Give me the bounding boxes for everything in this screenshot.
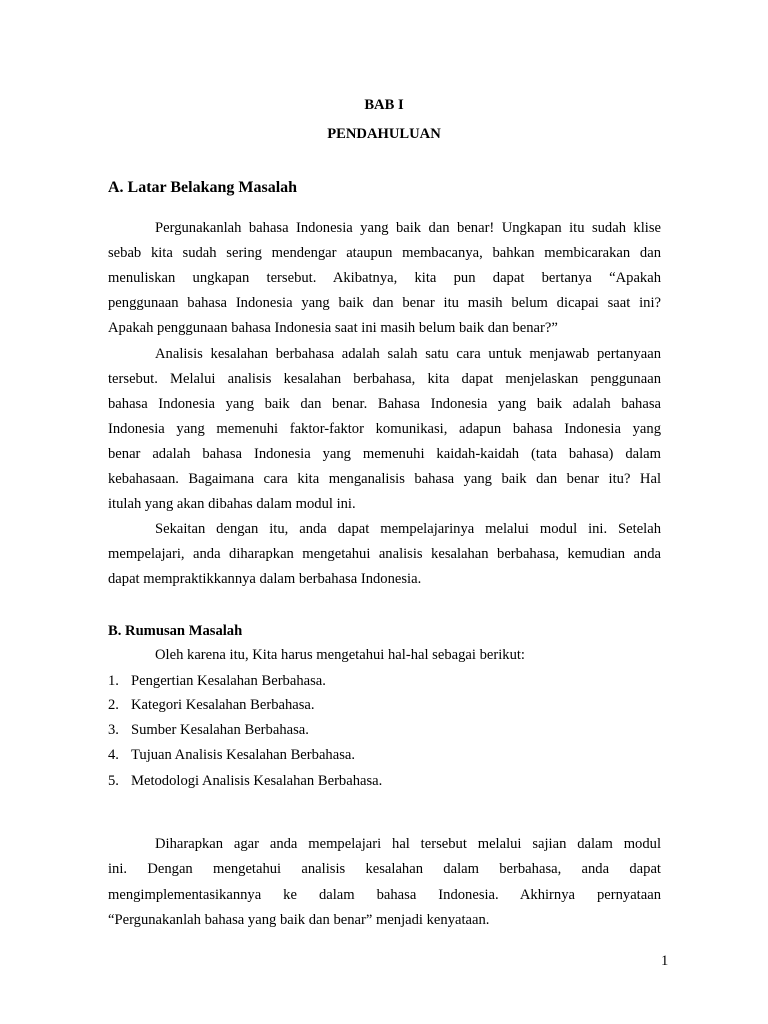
chapter-title: PENDAHULUAN bbox=[327, 126, 441, 142]
list-item-number: 2. bbox=[108, 697, 119, 713]
chapter-label: BAB I bbox=[364, 97, 404, 113]
list-item-number: 5. bbox=[108, 773, 119, 789]
list-item-text: Sumber Kesalahan Berbahasa. bbox=[131, 722, 309, 738]
paragraph-3-line-3: dapat mempraktikkannya dalam berbahasa Indonesia. bbox=[108, 571, 422, 587]
paragraph-2-line-2: tersebut. Melalui analisis kesalahan berbahasa, kita dapat menjelaskan penggunaan bbox=[108, 371, 661, 387]
list-item-text: Tujuan Analisis Kesalahan Berbahasa. bbox=[131, 747, 356, 763]
paragraph-2-line-4: Indonesia yang memenuhi faktor-faktor komunikasi, adapun bahasa Indonesia yang bbox=[108, 421, 661, 437]
section-b-heading: B. Rumusan Masalah bbox=[108, 623, 243, 639]
paragraph-2-line-1: Analisis kesalahan berbahasa adalah salah satu cara untuk menjawab pertanyaan bbox=[155, 346, 661, 362]
list-item-text: Pengertian Kesalahan Berbahasa. bbox=[131, 673, 326, 689]
section-b-intro: Oleh karena itu, Kita harus mengetahui hal-hal sebagai berikut: bbox=[155, 647, 525, 663]
paragraph-1-line-1: Pergunakanlah bahasa Indonesia yang baik dan benar! Ungkapan itu sudah klise bbox=[155, 220, 661, 236]
paragraph-3-line-2: mempelajari, anda diharapkan mengetahui analisis kesalahan berbahasa, kemudian anda bbox=[108, 546, 661, 562]
paragraph-1-line-3: menuliskan ungkapan tersebut. Akibatnya, kita pun dapat bertanya “Apakah bbox=[108, 270, 661, 286]
list-item-text: Metodologi Analisis Kesalahan Berbahasa. bbox=[131, 773, 383, 789]
paragraph-1-line-5: Apakah penggunaan bahasa Indonesia saat ini masih belum baik dan benar?” bbox=[108, 320, 558, 336]
paragraph-1-line-2: sebab kita sudah sering mendengar ataupun membacanya, bahkan membicarakan dan bbox=[108, 245, 661, 261]
paragraph-2-line-3: bahasa Indonesia yang baik dan benar. Bahasa Indonesia yang baik adalah bahasa bbox=[108, 396, 661, 412]
list-item-number: 1. bbox=[108, 673, 119, 689]
paragraph-2-line-6: kebahasaan. Bagaimana cara kita menganalisis bahasa yang baik dan benar itu? Hal bbox=[108, 471, 661, 487]
paragraph-2-line-7: itulah yang akan dibahas dalam modul ini. bbox=[108, 496, 356, 512]
closing-line-1: Diharapkan agar anda mempelajari hal tersebut melalui sajian dalam modul bbox=[155, 836, 661, 852]
paragraph-2-line-5: benar adalah bahasa Indonesia yang memenuhi kaidah-kaidah (tata bahasa) dalam bbox=[108, 446, 661, 462]
closing-line-3: mengimplementasikannya ke dalam bahasa Indonesia. Akhirnya pernyataan bbox=[108, 887, 661, 903]
paragraph-3-line-1: Sekaitan dengan itu, anda dapat mempelajarinya melalui modul ini. Setelah bbox=[155, 521, 661, 537]
closing-line-4: “Pergunakanlah bahasa yang baik dan benar” menjadi kenyataan. bbox=[108, 912, 490, 928]
page-number: 1 bbox=[661, 953, 669, 969]
list-item-number: 4. bbox=[108, 747, 119, 763]
list-item-number: 3. bbox=[108, 722, 119, 738]
closing-line-2: ini. Dengan mengetahui analisis kesalahan dalam berbahasa, anda dapat bbox=[108, 861, 661, 877]
section-a-heading: A. Latar Belakang Masalah bbox=[108, 179, 298, 196]
paragraph-1-line-4: penggunaan bahasa Indonesia yang baik dan benar itu masih belum dicapai saat ini? bbox=[108, 295, 661, 311]
list-item-text: Kategori Kesalahan Berbahasa. bbox=[131, 697, 315, 713]
